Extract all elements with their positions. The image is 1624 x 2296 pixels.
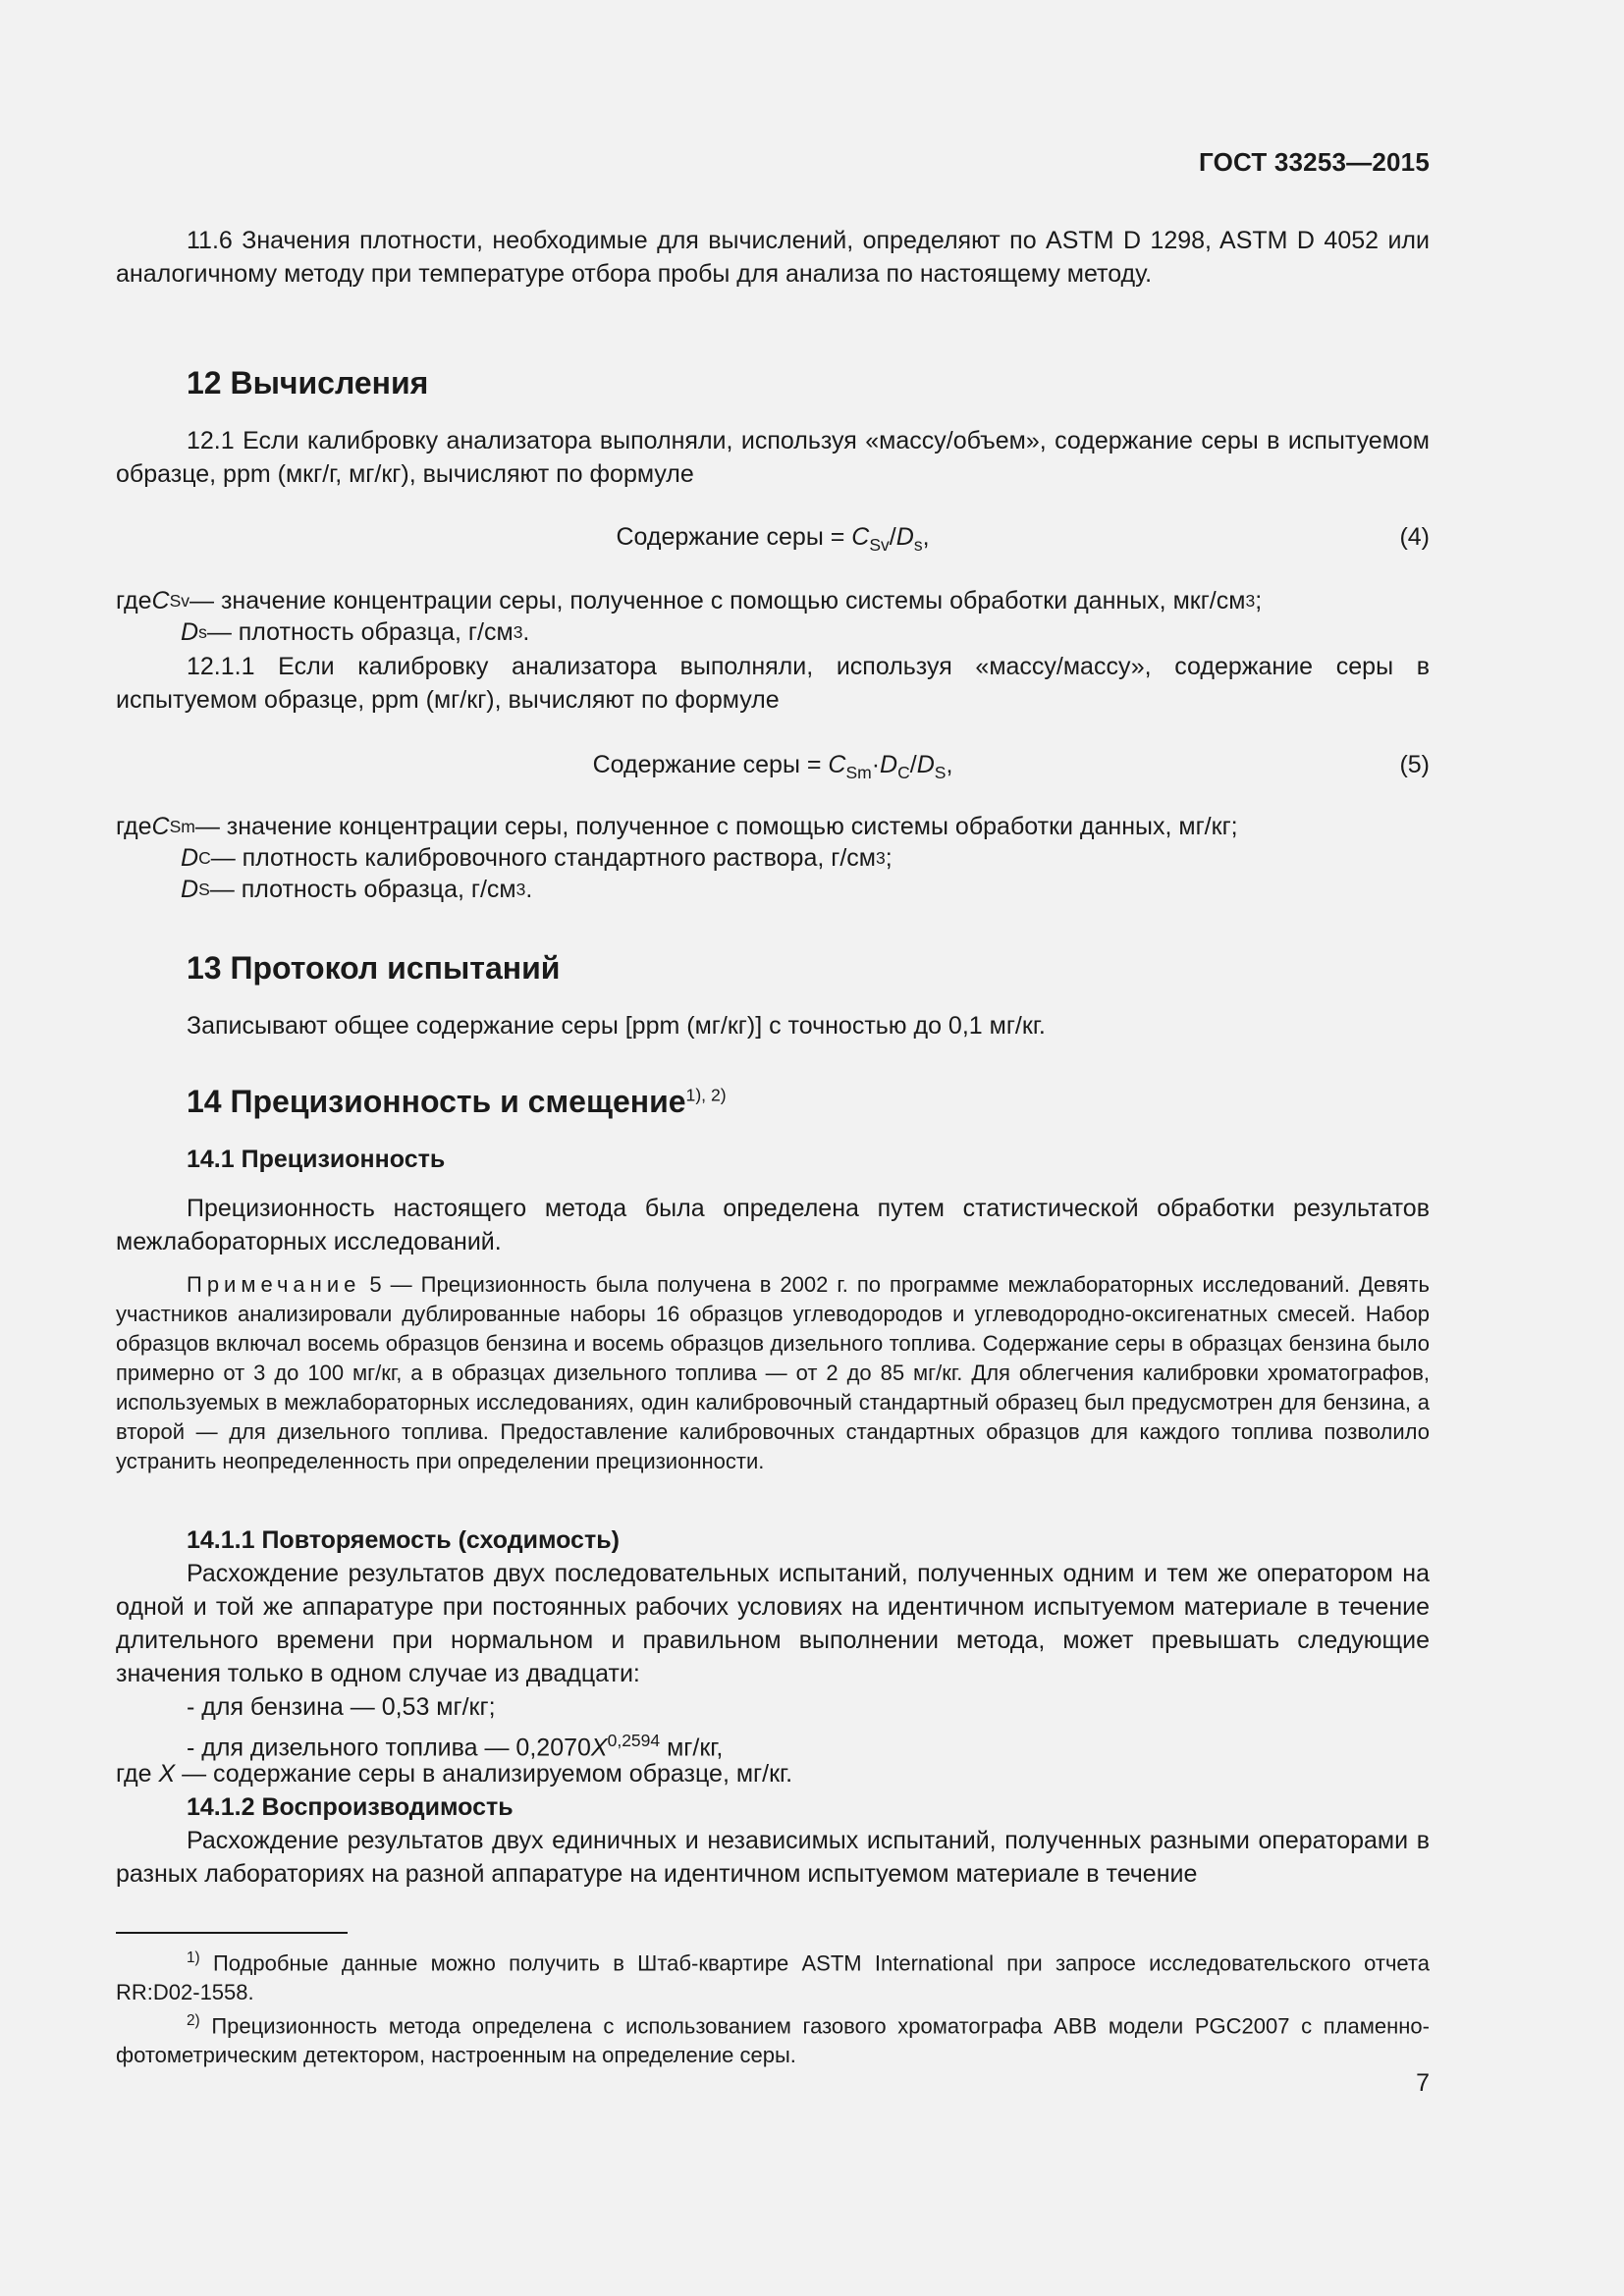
- list-item-gasoline: - для бензина — 0,53 мг/кг;: [187, 1693, 496, 1721]
- list-item-diesel: - для дизельного топлива — $0,2070X^{0,2594}$ мг/кг,: [187, 1731, 724, 1762]
- paragraph-14-1: Прецизионность настоящего метода была определена путем статистической обработки результатов межлабораторных исследований.: [116, 1195, 1430, 1255]
- variable-definition: где X — содержание серы в анализируемом образце, мг/кг.: [116, 1760, 793, 1788]
- formula-5: [116, 748, 1430, 789]
- paragraph-12-1: 12.1 Если калибровку анализатора выполняли, используя «массу/объем», содержание серы в испытуемом образце, ppm (мкг/г, мг/кг), вычисляют по формуле: [116, 427, 1430, 488]
- legend-row: D s — плотность образца, г/см 3 .: [181, 618, 530, 646]
- section-12-heading: 12 Вычисления: [187, 365, 429, 400]
- formula-5-expression: Содержание серы = $C_{Sm}\cdot D_C/D_S$,: [592, 751, 953, 782]
- formula-4-legend: [116, 585, 1430, 648]
- legend-row: где C Sm — значение концентрации серы, полученное с помощью системы обработки данных, мг/кг;: [116, 813, 1238, 840]
- subsection-14-1-1-heading: 14.1.1 Повторяемость (сходимость): [187, 1526, 620, 1554]
- subsection-14-1-2-heading: 14.1.2 Воспроизводимость: [187, 1793, 514, 1821]
- note-label: Примечание: [187, 1272, 361, 1297]
- formula-5-legend: [116, 811, 1430, 905]
- paragraph-11-6: 11.6 Значения плотности, необходимые для вычислений, определяют по ASTM D 1298, ASTM D 4052 или аналогичному методу при температуре отбора пробы для анализа по настоящему методу.: [116, 227, 1430, 288]
- section-13-heading: 13 Протокол испытаний: [187, 950, 561, 986]
- legend-row: D C — плотность калибровочного стандартного раствора, г/см 3 ;: [181, 844, 893, 872]
- paragraph-14-1-2: Расхождение результатов двух единичных и независимых испытаний, полученных разными операторами в разных лабораториях на разной аппаратуре на идентичном испытуемом материале в течение: [116, 1827, 1430, 1888]
- subsection-14-1-heading: 14.1 Прецизионность: [187, 1146, 446, 1173]
- note-5: Примечание 5 — Прецизионность была получена в 2002 г. по программе межлабораторных исследований. Девять участников анализировали дублированные наборы 16 образцов углеводородов и углеводородно-оксигенатных смесей. Набор образцов включал восемь образцов бензина и восемь образцов дизельного топлива. Содержание серы в образцах бензина было примерно от 3 до 100 мг/кг, а в образцах дизельного топлива — от 2 до 85 мг/кг. Для облегчения калибровки хроматографов, используемых в межлабораторных исследованиях, один калибровочный стандартный образец был предусмотрен для бензина, а второй — для дизельного топлива. Предоставление калибровочных стандартных образцов для каждого топлива позволило устранить неопределенность при определении прецизионности.: [116, 1272, 1430, 1473]
- standard-code: ГОСТ 33253—2015: [1199, 147, 1430, 177]
- legend-row: где C Sv — значение концентрации серы, полученное с помощью системы обработки данных, мкг/см 3 ;: [116, 587, 1263, 614]
- footnote-ref: 1), 2): [685, 1085, 727, 1105]
- footnote-separator: [116, 1932, 348, 1934]
- footnote-1: $^{1)}$ Подробные данные можно получить в Штаб-квартире ASTM International при запросе исследовательского отчета RR:D02-1558.: [116, 1949, 1430, 2005]
- formula-4: [116, 520, 1430, 561]
- page-number: 7: [1416, 2069, 1430, 2097]
- paragraph-12-1-1: 12.1.1 Если калибровку анализатора выполняли, используя «массу/массу», содержание серы в испытуемом образце, ppm (мг/кг), вычисляют по формуле: [116, 653, 1430, 714]
- paragraph-13: Записывают общее содержание серы [ppm (мг/кг)] с точностью до 0,1 мг/кг.: [187, 1012, 1046, 1040]
- formula-5-number: (5): [1399, 751, 1430, 778]
- legend-row: D S — плотность образца, г/см 3 .: [181, 876, 533, 903]
- paragraph-14-1-1: Расхождение результатов двух последовательных испытаний, полученных одним и тем же оператором на одной и той же аппаратуре при постоянных рабочих условиях на идентичном испытуемом материале в течение длительного времени при нормальном и правильном выполнении метода, может превышать следующие значения только в одном случае из двадцати:: [116, 1560, 1430, 1687]
- formula-4-expression: Содержание серы = $C_{Sv}/D_s$,: [616, 523, 930, 555]
- footnote-2: $^{2)}$ Прецизионность метода определена с использованием газового хроматографа ABB модели PGC2007 с пламенно-фотометрическим детектором, настроенным на определение серы.: [116, 2012, 1430, 2068]
- formula-4-number: (4): [1399, 523, 1430, 551]
- section-14-heading: 14 Прецизионность и смещение$^{1), 2)}$: [187, 1084, 727, 1119]
